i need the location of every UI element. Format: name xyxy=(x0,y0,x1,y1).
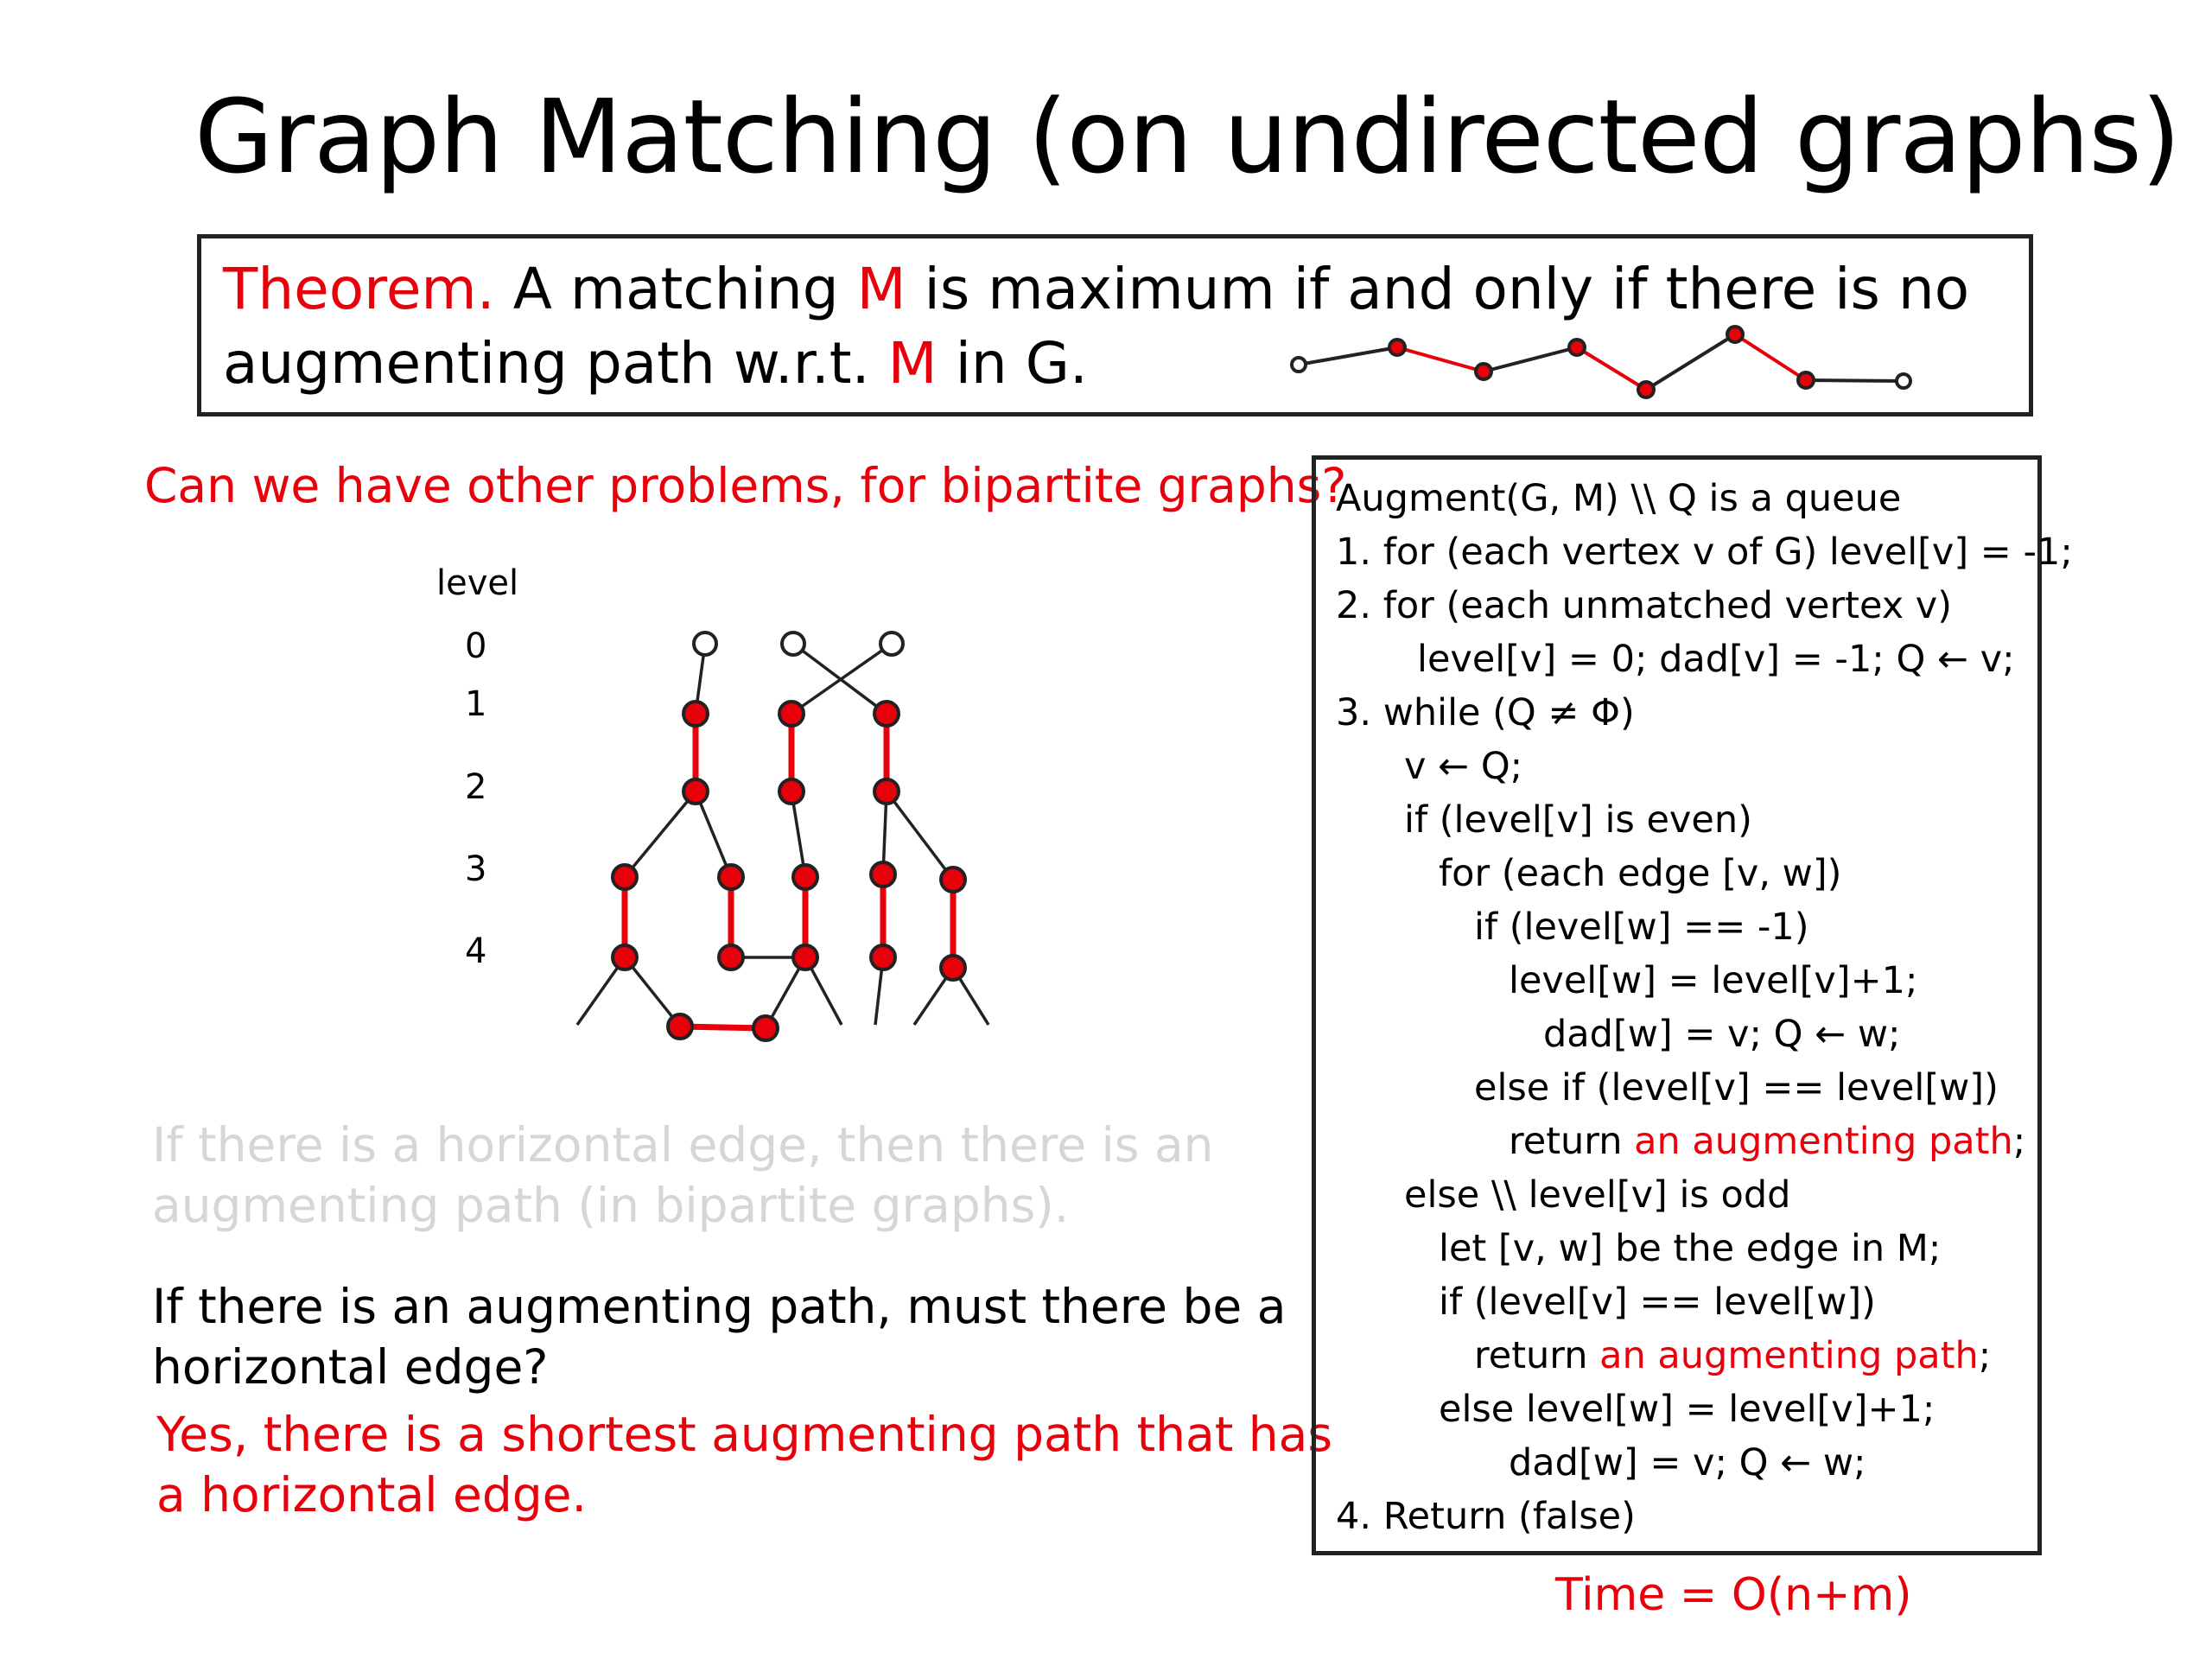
graph-edge xyxy=(696,644,705,714)
algo-line: else \\ level[v] is odd xyxy=(1404,1173,1791,1217)
graph-edge xyxy=(577,957,625,1025)
algo-line: level[v] = 0; dad[v] = -1; Q ← v; xyxy=(1417,638,2015,681)
level-label: 3 xyxy=(465,849,487,889)
algo-line: v ← Q; xyxy=(1404,745,1523,788)
graph-edge xyxy=(805,957,842,1025)
algo-line: Augment(G, M) \\ Q is a queue xyxy=(1336,477,1902,520)
algo-line: else level[w] = level[v]+1; xyxy=(1439,1388,1936,1431)
algo-line: 1. for (each vertex v of G) level[v] = -1; xyxy=(1336,531,2073,574)
graph-edge xyxy=(793,644,887,714)
algo-line: for (each edge [v, w]) xyxy=(1439,852,1842,895)
graph-edge xyxy=(953,968,988,1025)
matching-symbol: M xyxy=(856,256,906,322)
graph-edge xyxy=(766,957,805,1028)
algo-text: return xyxy=(1509,1120,1623,1163)
time-complexity: Time = O(n+m) xyxy=(1555,1569,1912,1621)
matched-vertex xyxy=(753,1016,778,1040)
algorithm-box xyxy=(1312,455,2073,1555)
text-line: If there is a horizontal edge, then there is an xyxy=(152,1117,1214,1173)
graph-edge xyxy=(791,791,805,877)
algo-line: let [v, w] be the edge in M; xyxy=(1439,1227,1942,1270)
unmatched-vertex xyxy=(880,632,903,655)
matched-vertex xyxy=(613,865,637,889)
matched-vertex xyxy=(941,868,965,892)
graph-edge xyxy=(883,791,887,874)
bipartite-question: Can we have other problems, for bipartite graphs? xyxy=(144,458,1347,513)
matched-vertex xyxy=(668,1014,692,1039)
slide-title: Graph Matching (on undirected graphs) xyxy=(194,77,2180,196)
text-line: augmenting path (in bipartite graphs). xyxy=(152,1178,1070,1233)
algo-text: ; xyxy=(1978,1334,1992,1377)
matching-symbol: M xyxy=(887,330,938,397)
theorem-text: augmenting path w.r.t. xyxy=(223,330,870,397)
algo-line: 4. Return (false) xyxy=(1336,1495,1636,1538)
text-line: Yes, there is a shortest augmenting path that has xyxy=(156,1407,1332,1462)
matched-vertex xyxy=(793,865,817,889)
theorem-line-2 xyxy=(223,330,1088,397)
algo-line: if (level[w] == -1) xyxy=(1474,906,1809,949)
matched-vertex xyxy=(871,945,895,969)
matched-vertex xyxy=(719,945,743,969)
graph-edge xyxy=(914,968,953,1025)
augmenting-path-question xyxy=(152,1276,1286,1397)
graph-edge xyxy=(696,791,731,877)
algo-line: dad[w] = v; Q ← w; xyxy=(1543,1013,1901,1056)
text-line: horizontal edge? xyxy=(152,1339,549,1395)
matched-vertex xyxy=(779,702,804,726)
algo-text: return xyxy=(1474,1334,1588,1377)
level-label: 2 xyxy=(465,767,487,807)
algo-line xyxy=(1474,1334,1992,1377)
horizontal-edge-claim xyxy=(152,1115,1214,1236)
algo-line: dad[w] = v; Q ← w; xyxy=(1509,1441,1866,1484)
theorem-box xyxy=(197,234,2033,416)
algo-line: 3. while (Q ≠ Φ) xyxy=(1336,691,1635,734)
graph-edge xyxy=(887,791,953,880)
level-label: 0 xyxy=(465,626,487,666)
algo-line: 2. for (each unmatched vertex v) xyxy=(1336,584,1953,627)
text-line: If there is an augmenting path, must there be a xyxy=(152,1279,1287,1334)
unmatched-vertex xyxy=(694,632,716,655)
level-label: 1 xyxy=(465,684,487,724)
unmatched-vertex xyxy=(782,632,804,655)
augmenting-path-term: an augmenting path xyxy=(1599,1334,1979,1377)
matched-vertex xyxy=(779,779,804,804)
graph-edge xyxy=(791,644,892,714)
matched-vertex xyxy=(719,865,743,889)
algo-line: if (level[v] is even) xyxy=(1404,798,1752,842)
algo-line: level[w] = level[v]+1; xyxy=(1509,959,1918,1002)
graph-edge xyxy=(625,957,680,1027)
matching-edge xyxy=(680,1027,766,1028)
theorem-text: in G. xyxy=(955,330,1088,397)
matched-vertex xyxy=(793,945,817,969)
augmenting-path-term: an augmenting path xyxy=(1634,1120,2013,1163)
text-line: a horizontal edge. xyxy=(156,1467,587,1522)
matched-vertex xyxy=(874,779,899,804)
matched-vertex xyxy=(683,779,708,804)
theorem-line-1 xyxy=(223,256,1970,322)
matched-vertex xyxy=(613,945,637,969)
matched-vertex xyxy=(874,702,899,726)
algo-line: else if (level[v] == level[w]) xyxy=(1474,1066,1999,1109)
algo-text: ; xyxy=(2012,1120,2026,1163)
theorem-text: A matching xyxy=(512,256,839,322)
matched-vertex xyxy=(871,862,895,887)
graph-edge xyxy=(875,957,883,1025)
algo-line: if (level[v] == level[w]) xyxy=(1439,1281,1876,1324)
algo-line xyxy=(1509,1120,2026,1163)
answer-text xyxy=(156,1404,1332,1525)
theorem-label: Theorem. xyxy=(223,256,495,322)
theorem-text: is maximum if and only if there is no xyxy=(924,256,1970,322)
graph-edge xyxy=(625,791,696,877)
matched-vertex xyxy=(941,956,965,980)
level-header: level xyxy=(436,563,519,603)
level-label: 4 xyxy=(465,931,487,971)
matched-vertex xyxy=(683,702,708,726)
